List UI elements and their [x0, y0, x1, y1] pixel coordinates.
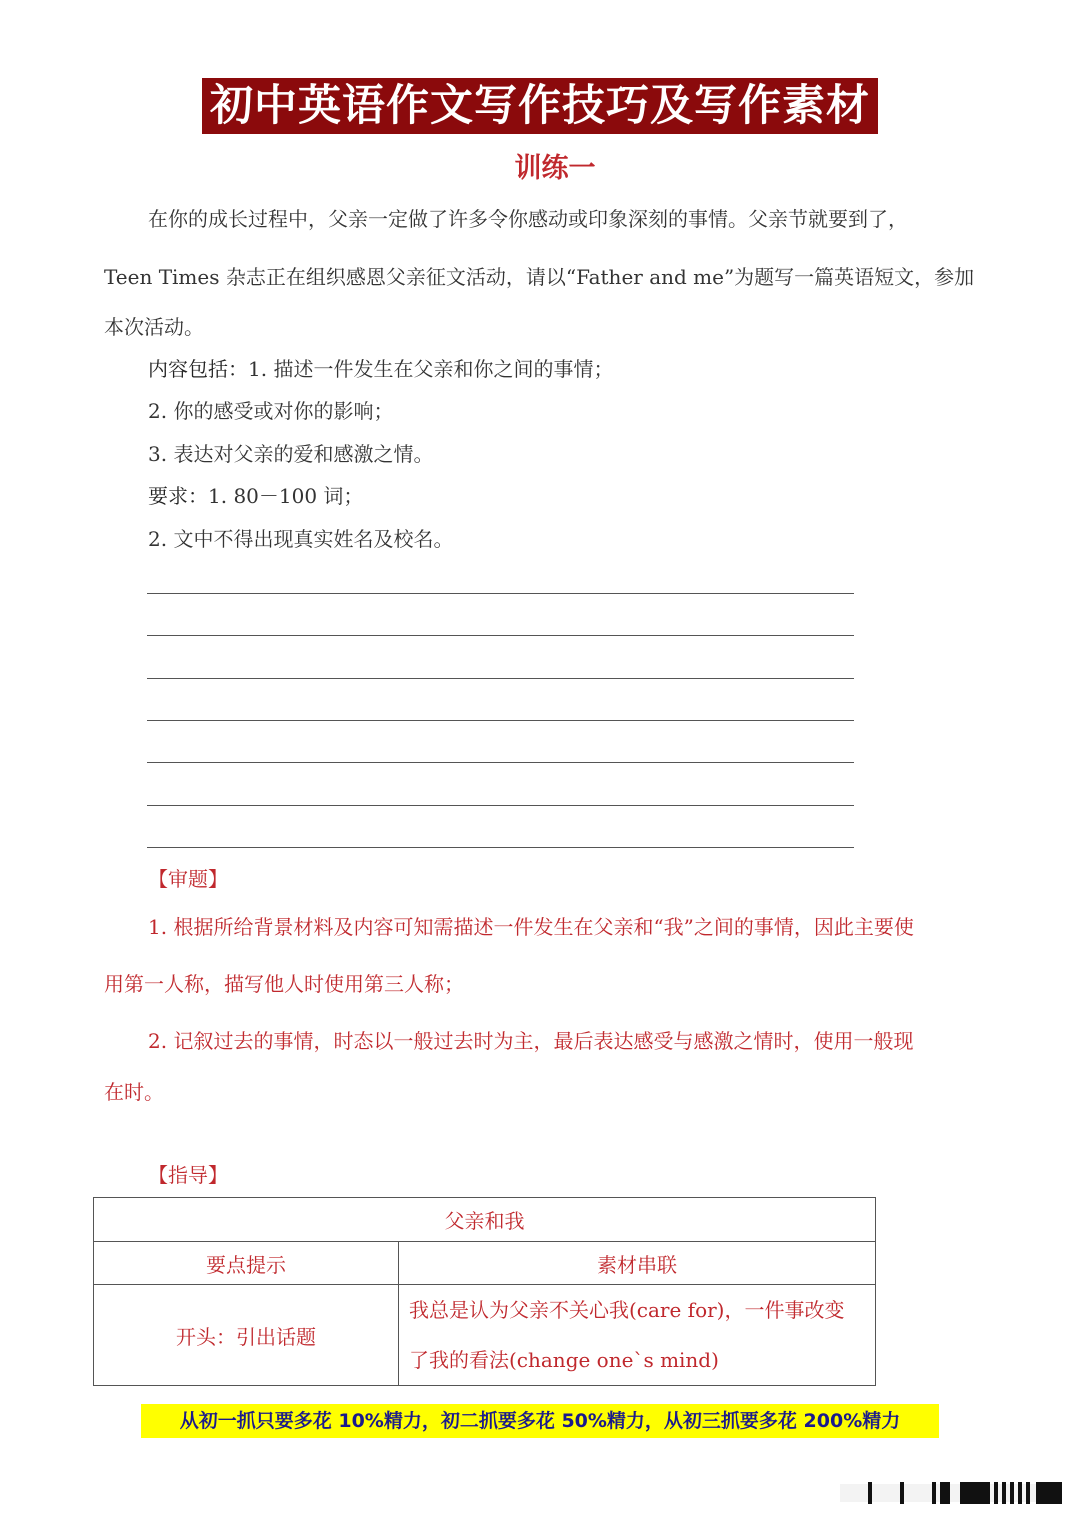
col1-header: 要点提示	[94, 1242, 399, 1285]
table-title: 父亲和我	[94, 1198, 876, 1242]
row1-col2-line1: 我总是认为父亲不关心我(care for)，一件事改变	[409, 1298, 845, 1322]
content-item-3: 3. 表达对父亲的爱和感激之情。	[148, 442, 434, 466]
col2-header: 素材串联	[399, 1242, 876, 1285]
requirement-item-2: 2. 文中不得出现真实姓名及校名。	[148, 527, 454, 551]
content-item-1-text: 1. 描述一件发生在父亲和你之间的事情；	[248, 357, 614, 381]
content-label: 内容包括：	[148, 357, 248, 381]
prompt-line-2: Teen Times 杂志正在组织感恩父亲征文活动，请以“Father and me”为题写一篇英语短文，参加	[104, 265, 975, 289]
prompt-line-3: 本次活动。	[104, 315, 204, 339]
table-row	[94, 1285, 876, 1386]
table-row	[94, 1242, 876, 1285]
writing-line	[147, 762, 854, 763]
row1-col1: 开头：引出话题	[94, 1285, 399, 1386]
title-container	[0, 78, 1080, 134]
writing-line	[147, 847, 854, 848]
writing-line	[147, 720, 854, 721]
shenti-p1-line2: 用第一人称，描写他人时使用第三人称；	[104, 972, 464, 996]
requirement-item-1	[148, 484, 363, 508]
writing-line	[147, 678, 854, 679]
writing-line	[147, 805, 854, 806]
row1-col2-line2: 了我的看法(change one`s mind)	[409, 1348, 719, 1372]
page-edge-icon	[840, 1478, 1062, 1508]
writing-line	[147, 635, 854, 636]
requirement-item-1-text: 1. 80－100 词；	[208, 484, 364, 508]
banner-text: 从初一抓只要多花 10%精力，初二抓要多花 50%精力，从初三抓要多花 200%精力	[179, 1410, 901, 1432]
writing-line	[147, 593, 854, 594]
table-row	[94, 1198, 876, 1242]
shenti-p1-line1: 1. 根据所给背景材料及内容可知需描述一件发生在父亲和“我”之间的事情，因此主要使	[148, 915, 914, 939]
content-item-2: 2. 你的感受或对你的影响；	[148, 399, 394, 423]
page-title: 初中英语作文写作技巧及写作素材	[202, 78, 878, 134]
zhidao-heading: 【指导】	[148, 1163, 228, 1187]
content-item-1	[148, 357, 613, 381]
row1-col2	[399, 1285, 876, 1386]
guide-table	[93, 1197, 876, 1386]
shenti-p2-line1: 2. 记叙过去的事情，时态以一般过去时为主，最后表达感受与感激之情时，使用一般现	[148, 1029, 914, 1053]
shenti-heading: 【审题】	[148, 867, 228, 891]
requirements-label: 要求：	[148, 484, 208, 508]
prompt-line-1: 在你的成长过程中，父亲一定做了许多令你感动或印象深刻的事情。父亲节就要到了，	[148, 207, 908, 231]
shenti-p2-line2: 在时。	[104, 1080, 164, 1104]
subtitle: 训练一	[514, 153, 596, 184]
